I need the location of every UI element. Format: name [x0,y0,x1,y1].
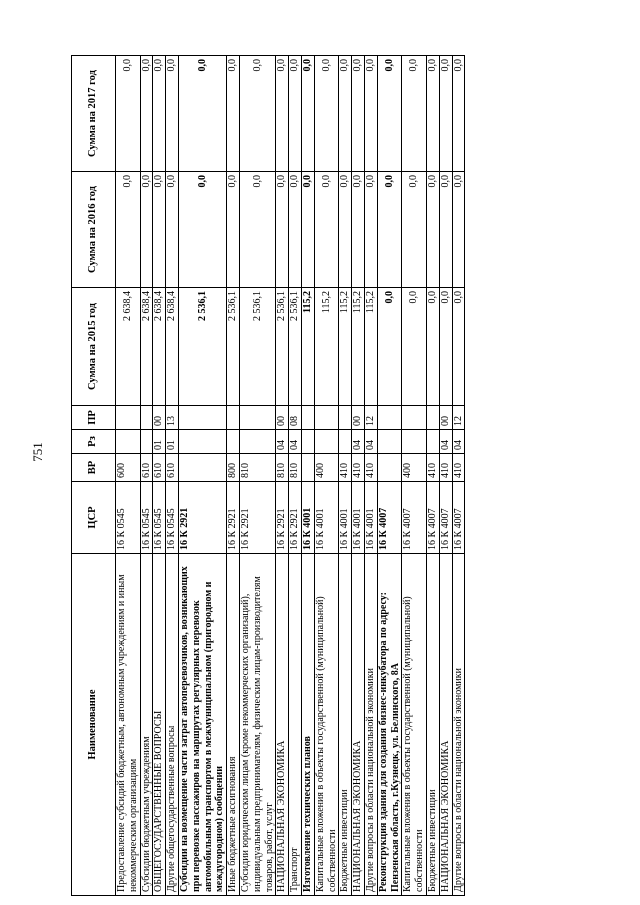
cell-rz [314,430,339,454]
cell-csr: 16 К 4001 [301,482,314,554]
cell-csr: 16 К 0545 [140,482,153,554]
cell-rz [377,430,402,454]
cell-sum-2016: 0,0 [364,172,377,288]
cell-sum-2017: 0,0 [301,56,314,172]
cell-csr: 16 К 4001 [314,482,339,554]
cell-sum-2016: 0,0 [153,172,166,288]
cell-rz: 04 [289,430,302,454]
cell-pr: 00 [439,406,452,430]
cell-sum-2017: 0,0 [314,56,339,172]
cell-csr: 16 К 4001 [352,482,365,554]
cell-pr [314,406,339,430]
cell-pr: 12 [364,406,377,430]
cell-rz [339,430,352,454]
cell-sum-2017: 0,0 [339,56,352,172]
cell-pr [426,406,439,430]
cell-sum-2016: 0,0 [116,172,141,288]
cell-sum-2017: 0,0 [116,56,141,172]
cell-csr: 16 К 4001 [339,482,352,554]
cell-csr: 16 К 0545 [116,482,141,554]
cell-sum-2015: 0,0 [439,288,452,406]
cell-vr: 610 [153,454,166,482]
table-row [116,56,141,896]
col-header-csr: ЦСР [72,482,116,554]
table-row [140,56,153,896]
cell-name: Субсидии юридическим лицам (кроме некоммерческих организаций), индивидуальным предпринимателям, физическим лицам-производителям товаров, работ, услуг [239,554,275,896]
cell-sum-2017: 0,0 [452,56,465,172]
col-header-vr: ВР [72,454,116,482]
cell-sum-2016: 0,0 [276,172,289,288]
cell-vr [377,454,402,482]
cell-pr [178,406,226,430]
cell-name: Другие общегосударственные вопросы [166,554,179,896]
cell-rz [227,430,240,454]
cell-csr: 16 К 2921 [289,482,302,554]
cell-csr: 16 К 2921 [178,482,226,554]
cell-sum-2015: 115,2 [314,288,339,406]
cell-sum-2015: 2 638,4 [153,288,166,406]
table-row [452,56,465,896]
cell-vr: 410 [352,454,365,482]
cell-rz [140,430,153,454]
cell-sum-2016: 0,0 [452,172,465,288]
cell-csr: 16 К 4001 [364,482,377,554]
cell-sum-2017: 0,0 [153,56,166,172]
cell-name: Реконструкция здания для создания бизнес-инкубатора по адресу: Пензенская область, г.Кузнецк, ул. Белинского, 8А [377,554,402,896]
cell-sum-2015: 0,0 [426,288,439,406]
cell-vr: 410 [439,454,452,482]
cell-vr: 610 [166,454,179,482]
cell-sum-2017: 0,0 [377,56,402,172]
table-row [439,56,452,896]
cell-sum-2015: 2 638,4 [166,288,179,406]
table-row [289,56,302,896]
cell-sum-2015: 0,0 [402,288,427,406]
cell-rz: 01 [153,430,166,454]
cell-sum-2015: 115,2 [364,288,377,406]
cell-name: НАЦИОНАЛЬНАЯ ЭКОНОМИКА [352,554,365,896]
col-header-name: Наименование [72,554,116,896]
cell-rz: 04 [352,430,365,454]
cell-sum-2016: 0,0 [239,172,275,288]
table-row [314,56,339,896]
cell-pr [377,406,402,430]
cell-vr: 810 [289,454,302,482]
table-row [352,56,365,896]
col-header-2015: Сумма на 2015 год [72,288,116,406]
table-row [276,56,289,896]
cell-pr [140,406,153,430]
cell-rz: 04 [276,430,289,454]
cell-pr [301,406,314,430]
cell-name: Субсидии бюджетным учреждениям [140,554,153,896]
cell-sum-2015: 2 536,1 [239,288,275,406]
cell-vr: 610 [140,454,153,482]
cell-rz: 04 [364,430,377,454]
cell-name: Капитальные вложения в объекты государственной (муниципальной) собственности [402,554,427,896]
budget-table-container [71,56,548,896]
cell-csr: 16 К 0545 [166,482,179,554]
cell-name: Субсидии на возмещение части затрат автоперевозчиков, возникающих при перевозке пассажиров на маршрутах регулярных перевозок автомобильным транспортом в межмуниципальном (пригородном и междугородном) сообщении [178,554,226,896]
cell-sum-2017: 0,0 [166,56,179,172]
cell-sum-2016: 0,0 [426,172,439,288]
cell-sum-2015: 2 638,4 [140,288,153,406]
cell-vr: 800 [227,454,240,482]
cell-pr: 00 [276,406,289,430]
cell-sum-2017: 0,0 [178,56,226,172]
col-header-pr: ПР [72,406,116,430]
cell-vr: 810 [239,454,275,482]
table-row [364,56,377,896]
cell-name: ОБЩЕГОСУДАРСТВЕННЫЕ ВОПРОСЫ [153,554,166,896]
cell-vr: 810 [276,454,289,482]
table-row [426,56,439,896]
cell-name: Другие вопросы в области национальной экономики [452,554,465,896]
cell-sum-2016: 0,0 [166,172,179,288]
cell-pr [239,406,275,430]
cell-pr: 13 [166,406,179,430]
cell-pr [227,406,240,430]
cell-name: Другие вопросы в области национальной экономики [364,554,377,896]
cell-name: Иные бюджетные ассигнования [227,554,240,896]
cell-vr: 400 [314,454,339,482]
cell-rz [402,430,427,454]
cell-sum-2016: 0,0 [439,172,452,288]
cell-name: Бюджетные инвестиции [339,554,352,896]
cell-csr: 16 К 2921 [239,482,275,554]
cell-pr: 12 [452,406,465,430]
cell-pr: 08 [289,406,302,430]
cell-rz [301,430,314,454]
cell-csr: 16 К 2921 [227,482,240,554]
cell-sum-2017: 0,0 [239,56,275,172]
cell-name: Капитальные вложения в объекты государственной (муниципальной) собственности [314,554,339,896]
cell-sum-2017: 0,0 [364,56,377,172]
cell-rz [116,430,141,454]
cell-sum-2015: 2 638,4 [116,288,141,406]
cell-pr [339,406,352,430]
cell-name: Предоставление субсидий бюджетным, автономным учреждениям и иным некоммерческим организациям [116,554,141,896]
cell-sum-2016: 0,0 [339,172,352,288]
cell-csr: 16 К 4007 [402,482,427,554]
cell-sum-2016: 0,0 [178,172,226,288]
cell-vr: 410 [364,454,377,482]
cell-pr [402,406,427,430]
cell-sum-2017: 0,0 [276,56,289,172]
col-header-rz: Рз [72,430,116,454]
cell-sum-2016: 0,0 [289,172,302,288]
table-row [339,56,352,896]
cell-rz [426,430,439,454]
table-row [239,56,275,896]
cell-sum-2017: 0,0 [426,56,439,172]
table-row [166,56,179,896]
cell-sum-2016: 0,0 [227,172,240,288]
cell-vr: 410 [426,454,439,482]
cell-pr: 00 [352,406,365,430]
cell-rz: 01 [166,430,179,454]
cell-sum-2017: 0,0 [439,56,452,172]
cell-csr: 16 К 4007 [377,482,402,554]
cell-name: Изготовление технических планов [301,554,314,896]
cell-sum-2017: 0,0 [227,56,240,172]
cell-sum-2016: 0,0 [402,172,427,288]
cell-sum-2015: 2 536,1 [276,288,289,406]
cell-rz: 04 [452,430,465,454]
cell-rz: 04 [439,430,452,454]
page-number: 751 [30,442,45,462]
cell-sum-2016: 0,0 [352,172,365,288]
cell-sum-2015: 2 536,1 [289,288,302,406]
cell-name: НАЦИОНАЛЬНАЯ ЭКОНОМИКА [276,554,289,896]
cell-pr [116,406,141,430]
cell-sum-2015: 115,2 [339,288,352,406]
cell-vr: 400 [402,454,427,482]
cell-rz [178,430,226,454]
table-row [178,56,226,896]
cell-csr: 16 К 2921 [276,482,289,554]
cell-sum-2017: 0,0 [402,56,427,172]
cell-pr: 00 [153,406,166,430]
cell-vr [301,454,314,482]
cell-sum-2015: 0,0 [452,288,465,406]
cell-sum-2015: 2 536,1 [227,288,240,406]
cell-sum-2016: 0,0 [314,172,339,288]
cell-csr: 16 К 4007 [452,482,465,554]
cell-sum-2016: 0,0 [377,172,402,288]
cell-sum-2017: 0,0 [140,56,153,172]
cell-vr [178,454,226,482]
table-row [153,56,166,896]
cell-csr: 16 К 4007 [439,482,452,554]
cell-sum-2015: 0,0 [377,288,402,406]
table-row [377,56,402,896]
cell-vr: 410 [339,454,352,482]
cell-sum-2017: 0,0 [289,56,302,172]
table-header-row [72,56,116,896]
cell-name: Транспорт [289,554,302,896]
cell-csr: 16 К 4007 [426,482,439,554]
cell-sum-2015: 115,2 [301,288,314,406]
cell-vr: 600 [116,454,141,482]
budget-table [71,55,465,896]
cell-csr: 16 К 0545 [153,482,166,554]
table-row [301,56,314,896]
cell-sum-2016: 0,0 [140,172,153,288]
cell-sum-2015: 115,2 [352,288,365,406]
cell-vr: 410 [452,454,465,482]
cell-name: Бюджетные инвестиции [426,554,439,896]
col-header-2017: Сумма на 2017 год [72,56,116,172]
cell-sum-2015: 2 536,1 [178,288,226,406]
table-row [402,56,427,896]
cell-sum-2016: 0,0 [301,172,314,288]
table-row [227,56,240,896]
cell-sum-2017: 0,0 [352,56,365,172]
cell-rz [239,430,275,454]
col-header-2016: Сумма на 2016 год [72,172,116,288]
cell-name: НАЦИОНАЛЬНАЯ ЭКОНОМИКА [439,554,452,896]
